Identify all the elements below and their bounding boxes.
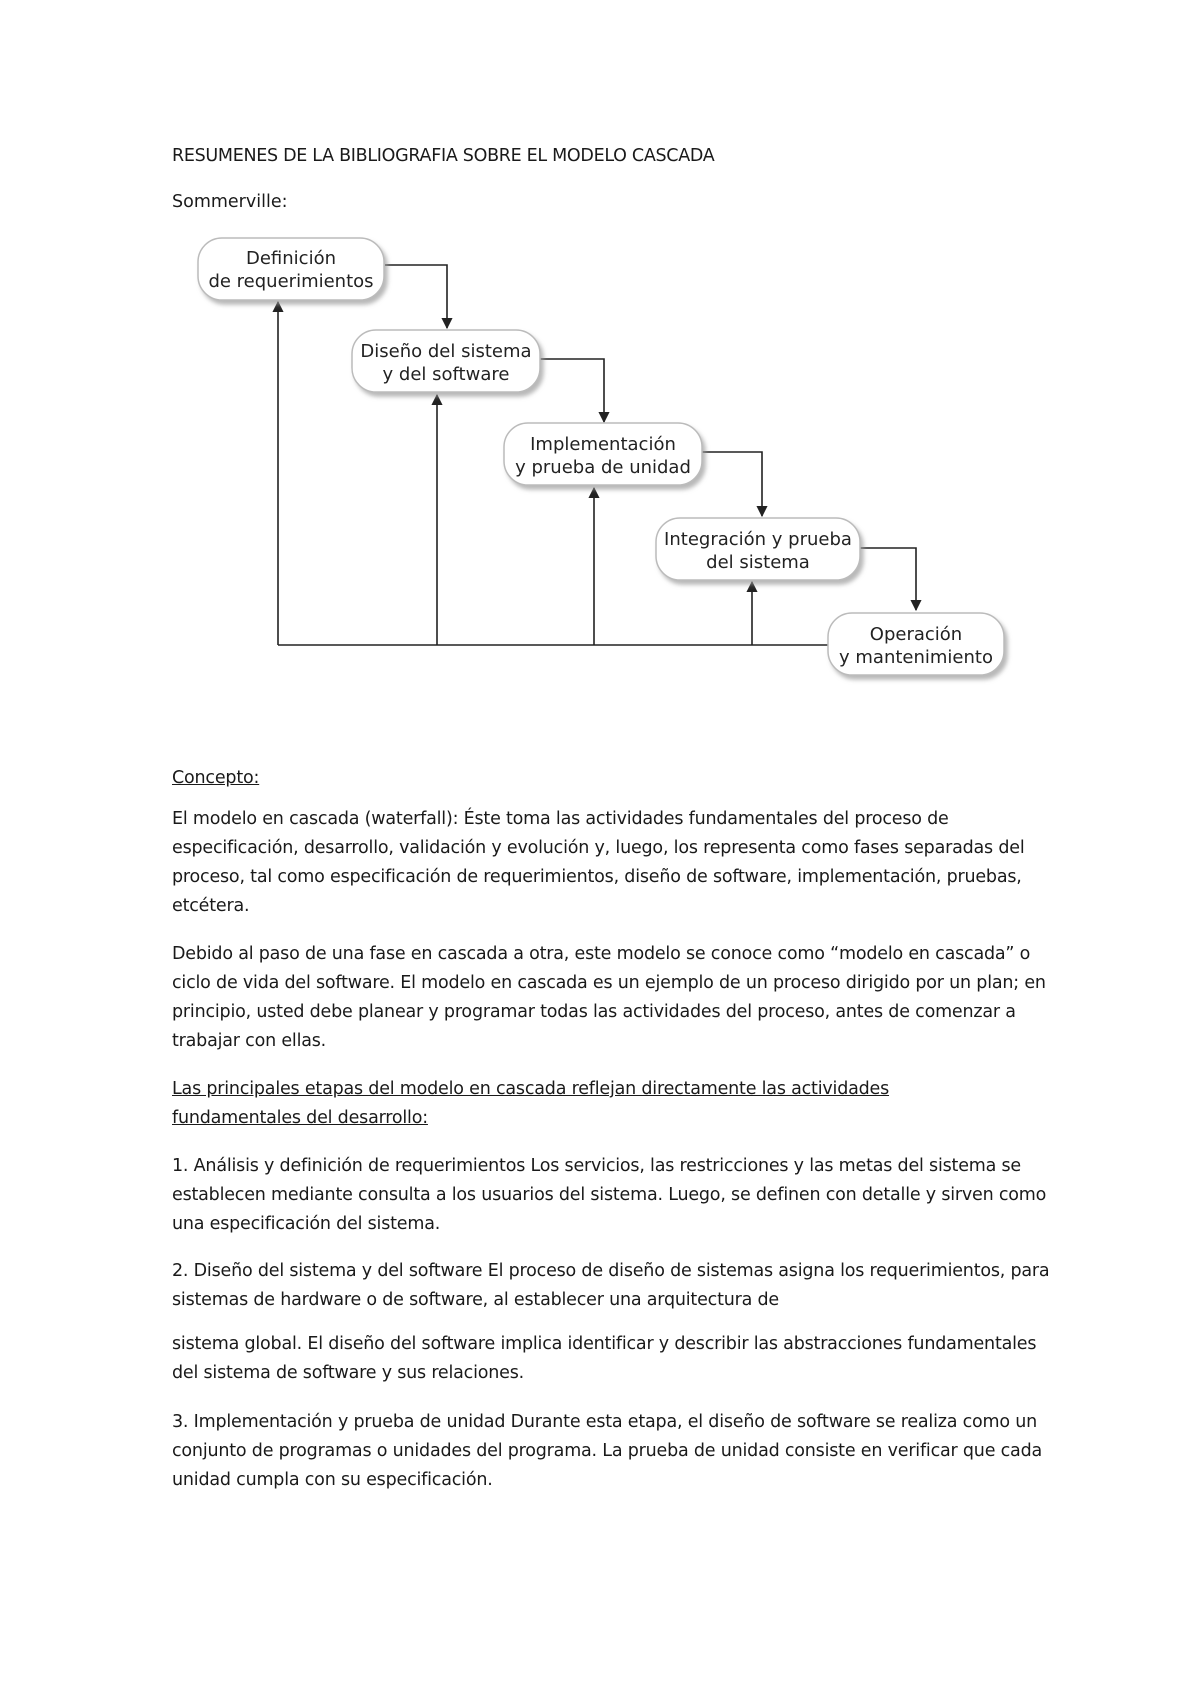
stages-heading: Las principales etapas del modelo en cascada reflejan directamente las actividades fundamentales del desarrollo: xyxy=(172,1079,890,1128)
phase-box-5-line2: y mantenimiento xyxy=(839,647,993,668)
waterfall-diagram xyxy=(190,230,1020,700)
forward-arrow-2 xyxy=(540,359,604,422)
phase-box-2 xyxy=(352,330,540,392)
phase-box-4-line2: del sistema xyxy=(706,552,810,573)
stage-item-1: 1. Análisis y definición de requerimientos Los servicios, las restricciones y las metas del sistema se establecen mediante consulta a los usuarios del sistema. Luego, se definen con detalle y sirven como una especificación del sistema. xyxy=(172,1156,1047,1234)
stage-item-2-part2: sistema global. El diseño del software implica identificar y describir las abstracciones fundamentales del sistema de software y sus relaciones. xyxy=(172,1334,1037,1383)
phase-box-4-line1: Integración y prueba xyxy=(664,529,852,550)
phase-box-5-line1: Operación xyxy=(869,624,963,645)
document-title: RESUMENES DE LA BIBLIOGRAFIA SOBRE EL MODELO CASCADA xyxy=(172,146,715,166)
phase-box-3 xyxy=(504,423,702,485)
phase-box-1-line1: Definición xyxy=(246,248,336,269)
stage-item-2-part1: 2. Diseño del sistema y del software El proceso de diseño de sistemas asigna los requerimientos, para sistemas de hardware o de software, al establecer una arquitectura de xyxy=(172,1261,1050,1310)
phase-box-5 xyxy=(828,613,1004,675)
cascade-paragraph: Debido al paso de una fase en cascada a otra, este modelo se conoce como “modelo en cascada” o ciclo de vida del software. El modelo en cascada es un ejemplo de un proceso dirigido por un plan; en principio, usted debe planear y programar todas las actividades del proceso, antes de comenzar a trabajar con ellas. xyxy=(172,944,1046,1051)
forward-arrow-4 xyxy=(860,548,916,610)
phase-box-3-line2: y prueba de unidad xyxy=(515,457,691,478)
forward-arrow-1 xyxy=(385,265,447,328)
phase-box-2-line1: Diseño del sistema xyxy=(360,341,532,362)
author-label: Sommerville: xyxy=(172,192,288,212)
forward-arrow-3 xyxy=(702,452,762,516)
stage-item-3: 3. Implementación y prueba de unidad Durante esta etapa, el diseño de software se realiza como un conjunto de programas o unidades del programa. La prueba de unidad consiste en verificar que cada unidad cumpla con su especificación. xyxy=(172,1412,1043,1490)
phase-box-3-line1: Implementación xyxy=(530,434,676,455)
concept-heading: Concepto: xyxy=(172,768,260,788)
phase-box-4 xyxy=(656,518,860,580)
concept-paragraph: El modelo en cascada (waterfall): Éste toma las actividades fundamentales del proceso de especificación, desarrollo, validación y evolución y, luego, los representa como fases separadas del proceso, tal como especificación de requerimientos, diseño de software, implementación, pruebas, etcétera. xyxy=(172,809,1025,916)
phase-box-1-line2: de requerimientos xyxy=(208,271,374,292)
phase-box-1 xyxy=(198,238,384,300)
phase-box-2-line2: y del software xyxy=(382,364,510,385)
